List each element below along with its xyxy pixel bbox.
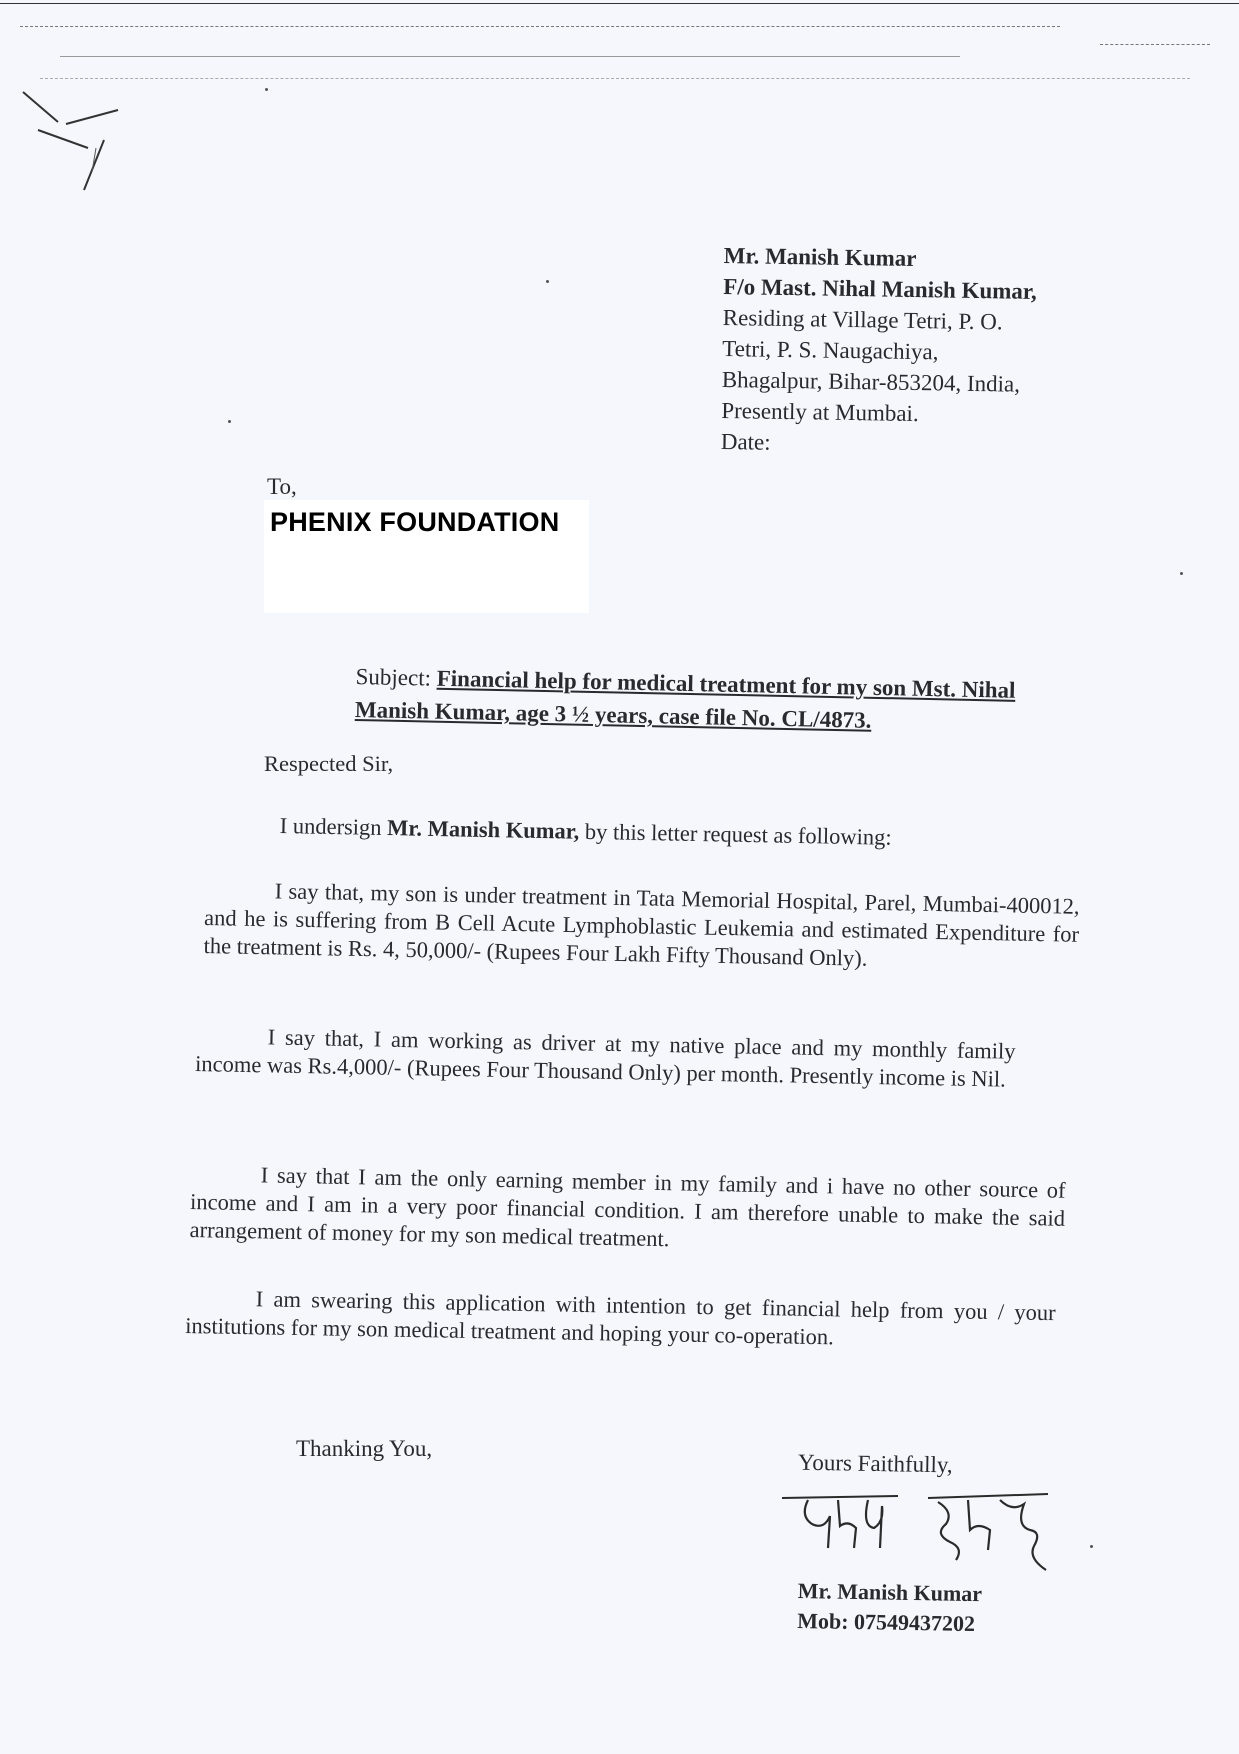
intro-line — [279, 812, 1079, 855]
sender-relation: F/o Mast. Nihal Manish Kumar, — [723, 273, 1037, 304]
subject-text: Financial help for medical treatment for my son Mst. Nihal Manish Kumar, age 3 ½ years, case file No. CL/4873. — [354, 665, 1016, 733]
body-paragraph: I am swearing this application with intention to get financial help from you / your institutions for my son medical treatment and hoping your co-operation. — [185, 1286, 1056, 1350]
subject-label: Subject: — [355, 663, 432, 691]
closing: Yours Faithfully, — [797, 1449, 953, 1478]
scan-speck — [265, 88, 268, 91]
sender-address-block — [721, 240, 1038, 462]
body-paragraph: I say that I am the only earning member in my family and i have no other source of income and I am in a very poor financial condition. I am therefore unable to make the said arrangement of money for my son medical treatment. — [189, 1162, 1066, 1252]
scan-artifact-line — [1100, 44, 1210, 45]
handwritten-signature — [778, 1486, 1058, 1576]
body-paragraph: I say that, my son is under treatment in Tata Memorial Hospital, Parel, Mumbai-400012, and he is suffering from B Cell Acute Lymphoblastic Leukemia and estimated Expenditure for the treatment is Rs. 4, 50,000/- (Rupees Four Lakh Fifty Thousand Only). — [203, 878, 1080, 971]
sender-address-line: Presently at Mumbai. — [721, 397, 919, 427]
body-paragraph: I say that, I am working as driver at my native place and my monthly family income was Rs.4,000/- (Rupees Four Thousand Only) per month. Presently income is Nil. — [194, 1024, 1016, 1092]
scan-border — [0, 3, 1239, 4]
scan-artifact-line — [60, 56, 960, 57]
sender-name: Mr. Manish Kumar — [723, 242, 917, 272]
sender-address-line: Tetri, P. S. Naugachiya, — [722, 335, 939, 365]
sender-address-line: Residing at Village Tetri, P. O. — [722, 304, 1003, 335]
to-label: To, — [267, 474, 297, 499]
scan-speck — [1090, 1545, 1093, 1548]
subject-line — [355, 660, 1076, 741]
scan-speck — [546, 280, 549, 283]
date-label: Date: — [720, 428, 771, 455]
thanking-you: Thanking You, — [296, 1436, 433, 1461]
recipient-organization: PHENIX FOUNDATION — [270, 507, 560, 537]
intro-after: by this letter request as following: — [584, 818, 892, 850]
signatory-block — [797, 1576, 982, 1639]
margin-pen-marks — [18, 84, 138, 204]
intro-name: Mr. Manish Kumar, — [386, 815, 580, 844]
scan-speck — [1180, 572, 1183, 575]
signatory-mobile: Mob: 07549437202 — [797, 1607, 976, 1637]
sender-address-line: Bhagalpur, Bihar-853204, India, — [721, 366, 1021, 397]
salutation: Respected Sir, — [264, 751, 394, 776]
scan-artifact-line — [40, 78, 1190, 79]
intro-before: I undersign — [279, 812, 382, 840]
scan-artifact-line — [20, 26, 1060, 27]
signatory-name: Mr. Manish Kumar — [797, 1577, 983, 1607]
scan-speck — [228, 420, 231, 423]
